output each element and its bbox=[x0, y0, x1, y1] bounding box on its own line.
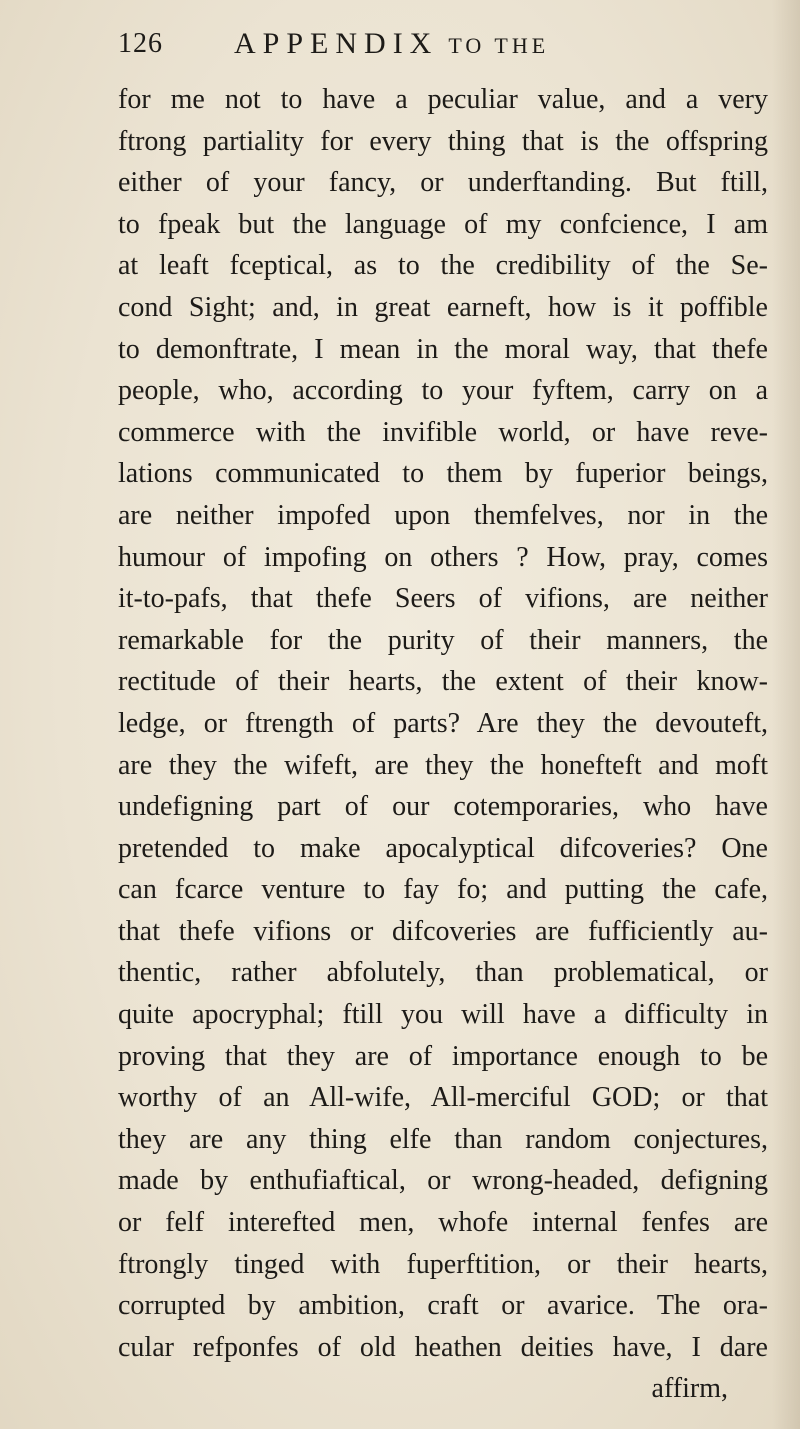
text-line: humour of impofing on others ? How, pray, comes bbox=[118, 541, 768, 573]
running-head-small: TO THE bbox=[448, 33, 550, 58]
text-line: are neither impofed upon themfelves, nor in the bbox=[118, 499, 768, 531]
text-line: pretended to make apocalyptical difcoveries? One bbox=[118, 832, 768, 864]
text-line: commerce with the invifible world, or have reve- bbox=[118, 416, 768, 448]
text-line: cular refponfes of old heathen deities have, I dare bbox=[118, 1331, 768, 1363]
text-line: are they the wifeft, are they the honefteft and moft bbox=[118, 749, 768, 781]
text-line: corrupted by ambition, craft or avarice. The ora- bbox=[118, 1290, 768, 1322]
text-line: at leaft fceptical, as to the credibility of the Se- bbox=[118, 250, 768, 282]
text-line: they are any thing elfe than random conjectures, bbox=[118, 1123, 768, 1155]
body-text bbox=[118, 79, 768, 1410]
text-line: remarkable for the purity of their manners, the bbox=[118, 624, 768, 656]
text-line: thentic, rather abfolutely, than problematical, or bbox=[118, 957, 768, 989]
text-line: to demonftrate, I mean in the moral way, that thefe bbox=[118, 333, 768, 365]
text-line: either of your fancy, or underftanding. But ftill, bbox=[118, 167, 768, 199]
text-line: worthy of an All-wife, All-merciful GOD; or that bbox=[118, 1082, 768, 1114]
text-line: to fpeak but the language of my confcience, I am bbox=[118, 208, 768, 240]
text-line: ftrong partiality for every thing that is the offspring bbox=[118, 125, 768, 157]
text-line: people, who, according to your fyftem, carry on a bbox=[118, 375, 768, 407]
text-line: ledge, or ftrength of parts? Are they the devouteft, bbox=[118, 707, 768, 739]
text-line: or felf interefted men, whofe internal fenfes are bbox=[118, 1207, 768, 1239]
text-line: made by enthufiaftical, or wrong-headed, defigning bbox=[118, 1165, 768, 1197]
text-line: proving that they are of importance enough to be bbox=[118, 1040, 768, 1072]
text-line: lations communicated to them by fuperior beings, bbox=[118, 458, 768, 490]
text-line: rectitude of their hearts, the extent of their know- bbox=[118, 666, 768, 698]
running-head bbox=[234, 24, 549, 66]
running-head-main: APPENDIX bbox=[234, 27, 439, 60]
text-line: that thefe vifions or difcoveries are fufficiently au- bbox=[118, 915, 768, 947]
page-number: 126 bbox=[118, 28, 163, 59]
text-line: undefigning part of our cotemporaries, who have bbox=[118, 791, 768, 823]
text-line: quite apocryphal; ftill you will have a difficulty in bbox=[118, 999, 768, 1031]
text-line: for me not to have a peculiar value, and a very bbox=[118, 84, 768, 115]
catchword-line: affirm, bbox=[651, 1373, 728, 1405]
text-line: it-to-pafs, that thefe Seers of vifions, are neither bbox=[118, 583, 768, 615]
page-edge-shadow bbox=[772, 0, 800, 1429]
page-header bbox=[118, 24, 678, 64]
text-line: ftrongly tinged with fuperftition, or their hearts, bbox=[118, 1248, 768, 1280]
text-line: cond Sight; and, in great earneft, how is it poffible bbox=[118, 291, 768, 323]
text-line: can fcarce venture to fay fo; and putting the cafe, bbox=[118, 874, 768, 906]
